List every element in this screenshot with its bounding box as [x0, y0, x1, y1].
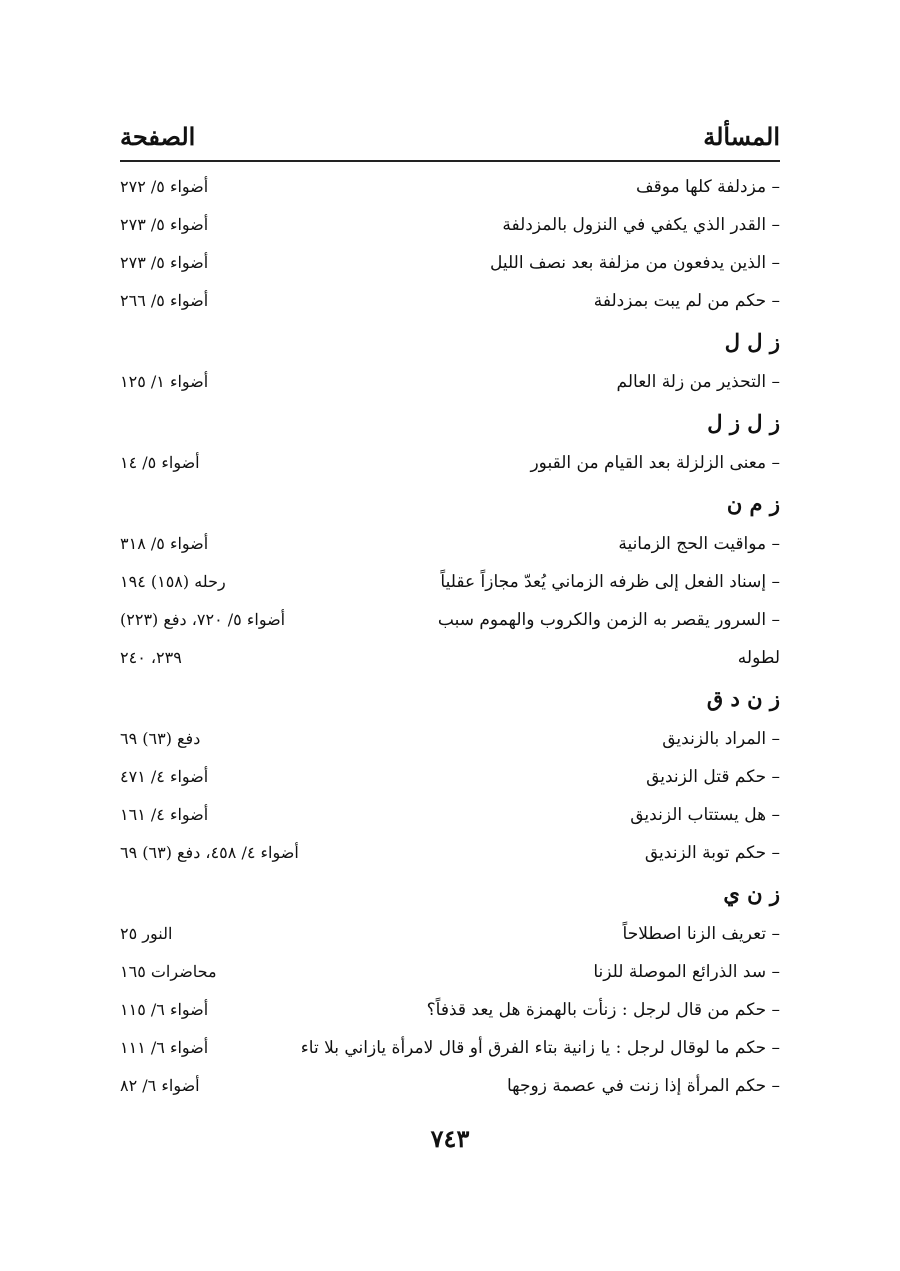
entry-reference: أضواء ٥/ ٢٧٣ [120, 215, 209, 234]
index-entry [120, 601, 780, 639]
index-entry [120, 758, 780, 796]
entry-reference: أضواء ٤/ ١٦١ [120, 805, 209, 824]
entry-topic: – حكم ما لوقال لرجل : يا زانية بتاء الفرق أو قال لامرأة يازاني بلا تاء [300, 1038, 780, 1058]
index-entry [120, 525, 780, 563]
index-entry [120, 282, 780, 320]
entry-reference: أضواء ٥/ ٢٧٣ [120, 253, 209, 272]
index-entry [120, 953, 780, 991]
index-entry [120, 363, 780, 401]
index-list [120, 168, 780, 1105]
index-entry [120, 639, 780, 677]
entry-topic: – تعريف الزنا اصطلاحاً [622, 924, 780, 944]
entry-topic: – المراد بالزنديق [662, 729, 780, 749]
entry-topic: – حكم قتل الزنديق [646, 767, 780, 787]
entry-topic: – سد الذرائع الموصلة للزنا [593, 962, 780, 982]
page-number: ٧٤٣ [430, 1124, 470, 1153]
index-entry [120, 796, 780, 834]
entry-topic: – السرور يقصر به الزمن والكروب والهموم سبب [437, 610, 780, 630]
root-heading: ز ن د ق [706, 686, 780, 711]
entry-topic: – إسناد الفعل إلى ظرفه الزماني يُعدّ مجازاً عقلياً [440, 572, 780, 592]
entry-topic: – مزدلفة كلها موقف [635, 177, 780, 197]
entry-topic: – حكم توبة الزنديق [644, 843, 780, 863]
entry-reference: أضواء ٥/ ٧٢٠، دفع (٢٢٣) [120, 610, 286, 629]
index-entry [120, 206, 780, 244]
entry-reference: النور ٢٥ [120, 924, 173, 943]
entry-topic: – حكم المرأة إذا زنت في عصمة زوجها [507, 1076, 780, 1096]
entry-reference: أضواء ٤/ ٤٧١ [120, 767, 209, 786]
entry-reference: أضواء ٥/ ٢٦٦ [120, 291, 209, 310]
entry-reference: أضواء ٤/ ٤٥٨، دفع (٦٣) ٦٩ [120, 843, 299, 862]
header-issue-label: المسألة [703, 122, 780, 151]
entry-topic: – حكم من قال لرجل : زنأت بالهمزة هل يعد قذفاً؟ [426, 1000, 780, 1020]
root-heading: ز ل ز ل [707, 410, 780, 435]
index-entry [120, 1067, 780, 1105]
index-entry [120, 563, 780, 601]
entry-topic: لطوله [737, 648, 780, 668]
entry-reference: أضواء ١/ ١٢٥ [120, 372, 209, 391]
index-entry [120, 720, 780, 758]
entry-reference: ٢٣٩، ٢٤٠ [120, 648, 182, 667]
header-divider [120, 160, 780, 162]
index-entry [120, 991, 780, 1029]
index-entry [120, 834, 780, 872]
root-heading: ز ل ل [724, 329, 780, 354]
index-entry [120, 915, 780, 953]
entry-topic: – معنى الزلزلة بعد القيام من القبور [530, 453, 780, 473]
root-heading: ز م ن [726, 491, 780, 516]
entry-topic: – الذين يدفعون من مزلفة بعد نصف الليل [490, 253, 780, 273]
entry-reference: محاضرات ١٦٥ [120, 962, 217, 981]
entry-reference: أضواء ٥/ ١٤ [120, 453, 200, 472]
entry-topic: – مواقيت الحج الزمانية [618, 534, 780, 554]
entry-reference: أضواء ٥/ ٢٧٢ [120, 177, 209, 196]
index-entry [120, 1029, 780, 1067]
index-entry [120, 244, 780, 282]
entry-reference: أضواء ٦/ ١١٥ [120, 1000, 209, 1019]
page-header [120, 122, 780, 158]
entry-reference: أضواء ٥/ ٣١٨ [120, 534, 209, 553]
entry-reference: دفع (٦٣) ٦٩ [120, 729, 201, 748]
index-entry [120, 444, 780, 482]
header-page-label: الصفحة [120, 122, 196, 151]
entry-reference: أضواء ٦/ ٨٢ [120, 1076, 200, 1095]
index-entry [120, 168, 780, 206]
entry-topic: – هل يستتاب الزنديق [630, 805, 780, 825]
entry-topic: – القدر الذي يكفي في النزول بالمزدلفة [502, 215, 780, 235]
entry-reference: رحله (١٥٨) ١٩٤ [120, 572, 226, 591]
entry-topic: – التحذير من زلة العالم [616, 372, 780, 392]
entry-topic: – حكم من لم يبت بمزدلفة [593, 291, 780, 311]
entry-reference: أضواء ٦/ ١١١ [120, 1038, 209, 1057]
root-heading: ز ن ي [723, 881, 780, 906]
